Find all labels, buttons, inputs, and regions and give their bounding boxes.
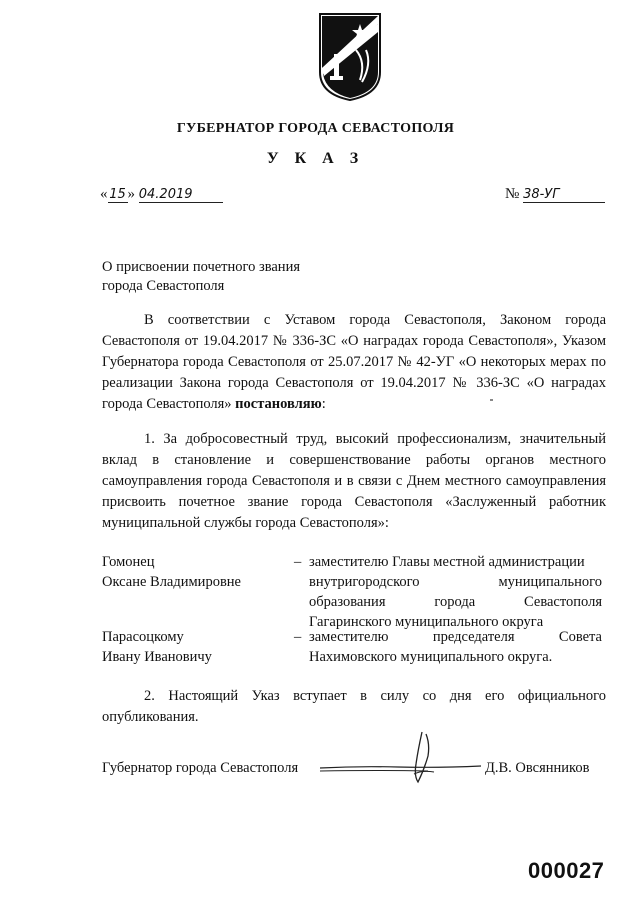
awardee-2-name: Парасоцкому Ивану Ивановичу [102, 629, 212, 665]
scan-speck [490, 399, 493, 401]
awardee-2-dash: – [294, 629, 302, 645]
decree-keyword: постановляю [235, 396, 322, 412]
document-number-value: 38-УГ [523, 187, 605, 203]
issuer-title: ГУБЕРНАТОР ГОРОДА СЕВАСТОПОЛЯ [176, 121, 455, 136]
date-month-year: 04.2019 [139, 187, 223, 203]
awardee-1-dash: – [294, 554, 302, 570]
document-number: № 38-УГ [505, 186, 605, 203]
handwritten-signature-icon [318, 730, 483, 785]
registration-number: 000027 [528, 858, 605, 883]
awardee-1-name: Гомонец Оксане Владимировне [102, 554, 241, 590]
item-2-paragraph: 2. Настоящий Указ вступает в силу со дня его официального опубликования. [102, 688, 606, 725]
item-1-paragraph: 1. За добросовестный труд, высокий профессионализм, значительный вклад в становление и совершенствование работы органов местного самоуправления города Севастополя и в связи с Днем местного самоуправления присвоить почетное звание города Севастополя «Заслуженный работник муниципальной службы города Севастополя»: [102, 431, 606, 531]
signatory-title: Губернатор города Севастополя [102, 760, 299, 776]
awardee-1-position: заместителю Главы местной администрации внутригородского муниципального образования города Севастополя Гагаринского муниципального округа [309, 554, 602, 630]
document-date: « 15 » 04.2019 [100, 186, 223, 203]
awardee-2-position: заместителю председателя Совета Нахимовского муниципального округа. [309, 629, 602, 665]
document-type-title: У К А З [266, 150, 365, 167]
document-subject: О присвоении почетного звания города Севастополя [102, 259, 300, 294]
sevastopol-coat-of-arms-icon [316, 10, 384, 102]
signatory-name: Д.В. Овсянников [485, 760, 590, 776]
preamble-paragraph: В соответствии с Уставом города Севастополя, Законом города Севастополя от 19.04.2017 № 336-ЗС «О наградах города Севастополя», Указом Губернатора города Севастополя от 25.07.2017 № 42-УГ «О некоторых мерах по реализации Закона города Севастополя от 19.04.2017 № 336-ЗС «О наградах города Севастополя» постановляю: [102, 312, 606, 412]
date-day: 15 [109, 187, 126, 202]
